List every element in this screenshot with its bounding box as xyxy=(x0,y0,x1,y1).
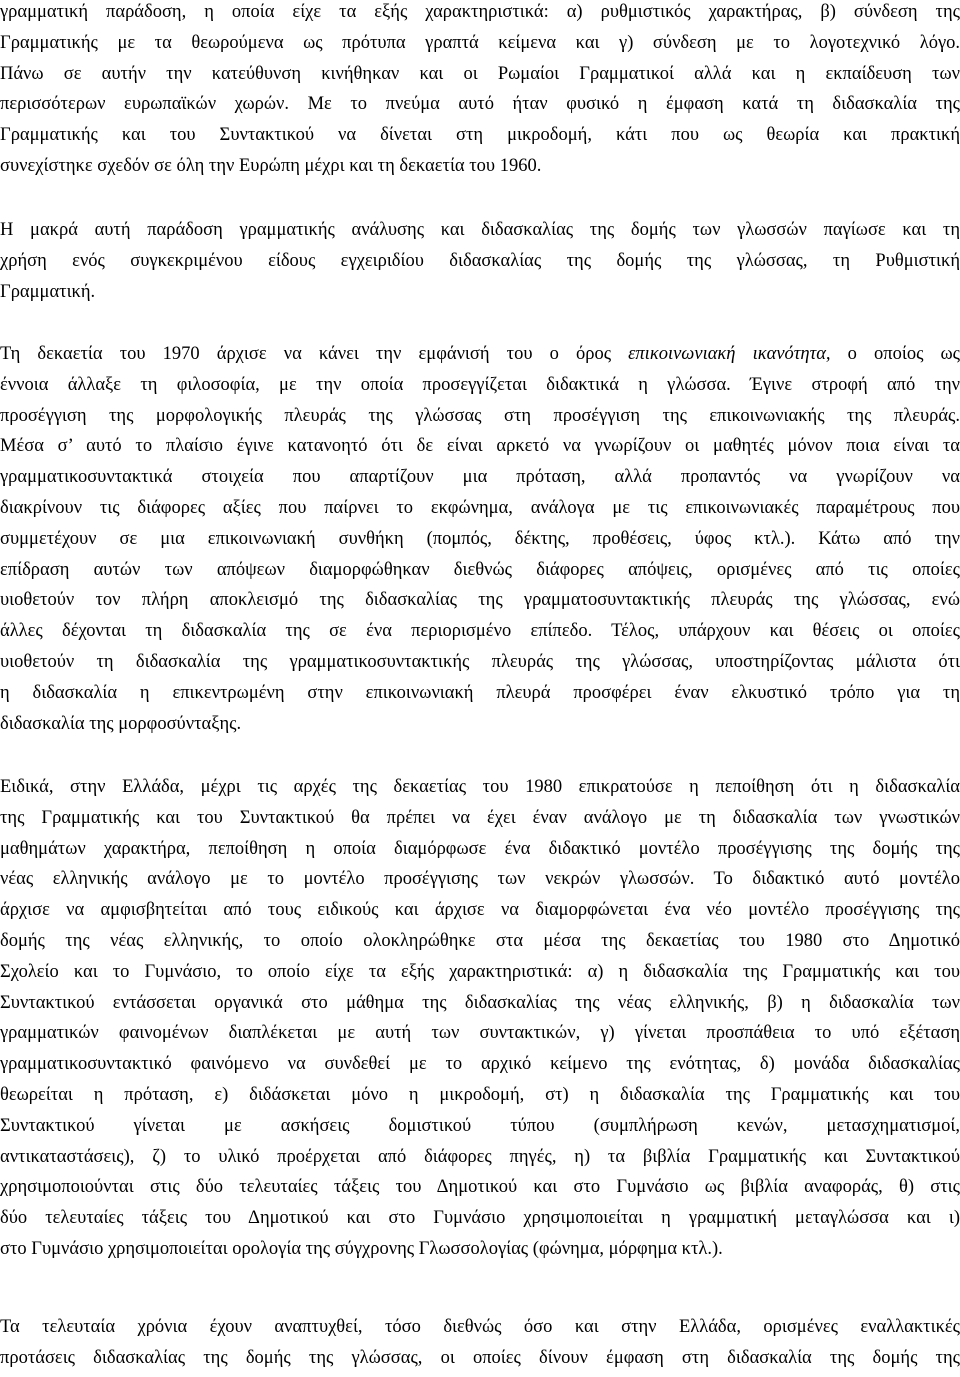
text-line: χρησιμοποιούνται στις δύο τελευταίες τάξεις του Δημοτικού και στο Γυμνάσιο ως βιβλία αναφοράς, θ) στις xyxy=(0,1177,960,1198)
text-line: της Γραμματικής και του Συντακτικού θα πρέπει να έχει έναν ανάλογο με τη διδασκαλία των γνωστικών xyxy=(0,807,960,828)
text-line: Γραμματική. xyxy=(0,281,96,302)
text-line: γραμματικών φαινομένων διαπλέκεται με αυτή των συντακτικών, γ) γίνεται προσπάθεια το υπό εξέταση xyxy=(0,1023,960,1044)
text-line: διδασκαλία της μορφοσύνταξης. xyxy=(0,713,242,734)
text-line: δομής της νέας ελληνικής, το οποίο ολοκληρώθηκε στα μέσα της δεκαετίας του 1980 στο Δημοτικό xyxy=(0,930,960,951)
text-line: μαθημάτων χαρακτήρα, πεποίθηση η οποία διαμόρφωσε ένα διδακτικό μοντέλο προσέγγισης της δομής της xyxy=(0,838,960,859)
text-line: γραμματική παράδοση, η οποία είχε τα εξής χαρακτηριστικά: α) ρυθμιστικός χαρακτήρας, β) σύνδεση της xyxy=(0,2,960,22)
text-line: συμμετέχουν σε μια επικοινωνιακή συνθήκη (πομπός, δέκτης, προθέσεις, ύφος κτλ.). Κάτω από την xyxy=(0,528,960,549)
paragraph-5 xyxy=(0,1312,960,1374)
text-line: Γραμματικής και του Συντακτικού να δίνεται στη μικροδομή, κάτι που ως θεωρία και πρακτική xyxy=(0,125,960,146)
text-line: διακρίνουν τις διάφορες αξίες που παίρνει το εκφώνημα, ανάλογα με τις επικοινωνιακές παραμέτρους που xyxy=(0,497,960,518)
text-line: γραμματικοσυντακτικό φαινόμενο να συνδεθεί με το αρχικό κείμενο της ενότητας, δ) μονάδα διδασκαλίας xyxy=(0,1054,960,1075)
text-line: Η μακρά αυτή παράδοση γραμματικής ανάλυσης και διδασκαλίας της δομής των γλωσσών παγίωσε και τη xyxy=(0,220,960,240)
text-line: Συντακτικού γίνεται με ασκήσεις δομιστικού τύπου (συμπλήρωση κενών, μετασχηματισμοί, xyxy=(0,1115,960,1136)
paragraph-4 xyxy=(0,772,960,1265)
text-segment: Τη δεκαετία του 1970 άρχισε να κάνει την εμφάνισή του ο όρος xyxy=(0,344,629,364)
text-line: στο Γυμνάσιο χρησιμοποιείται ορολογία της σύγχρονης Γλωσσολογίας (φώνημα, μόρφημα κτλ.). xyxy=(0,1238,723,1259)
text-line: Γραμματικής με τα θεωρούμενα ως πρότυπα γραπτά κείμενα και γ) σύνδεση με το λογοτεχνικό λόγο. xyxy=(0,32,960,53)
text-line: περισσότερων ευρωπαϊκών χωρών. Με το πνεύμα αυτό ήταν φυσικό η έμφαση κατά τη διδασκαλία της xyxy=(0,94,960,115)
text-line: γραμματικοσυντακτικά στοιχεία που απαρτίζουν μια πρόταση, αλλά προπαντός να γνωρίζουν να xyxy=(0,467,960,488)
text-line: δύο τελευταίες τάξεις του Δημοτικού και στο Γυμνάσιο χρησιμοποιείται η γραμματική μεταγλώσσα και ι) xyxy=(0,1208,960,1229)
text-line: υιοθετούν τον πλήρη αποκλεισμό της διδασκαλίας της γραμματοσυντακτικής πλευράς της γλώσσας, ενώ xyxy=(0,590,960,611)
text-line: προτάσεις διδασκαλίας της δομής της γλώσσας, οι οποίες δίνουν έμφαση στη διδασκαλία της δομής της xyxy=(0,1347,960,1368)
text-line: επίδραση αυτών των απόψεων διαμορφώθηκαν διεθνώς διάφορες απόψεις, ορισμένες από τις οποίες xyxy=(0,559,960,580)
text-line: προσέγγιση της μορφολογικής πλευράς της γλώσσας στη προσέγγιση της επικοινωνιακής της πλευράς. xyxy=(0,405,960,426)
text-line: Πάνω σε αυτήν την κατεύθυνση κινήθηκαν και οι Ρωμαίοι Γραμματικοί αλλά και η εκπαίδευση των xyxy=(0,63,960,84)
text-line: άλλες δέχονται τη διδασκαλία της σε ένα περιορισμένο επίπεδο. Τέλος, υπάρχουν και θέσεις οι οποίες xyxy=(0,621,960,642)
paragraph-3 xyxy=(0,339,960,739)
text-line: Σχολείο και το Γυμνάσιο, το οποίο είχε τα εξής χαρακτηριστικά: α) η διδασκαλία της Γραμματικής και του xyxy=(0,961,960,982)
text-line: Συντακτικού εντάσσεται οργανικά στο μάθημα της διδασκαλίας της νέας ελληνικής, β) η διδασκαλία των xyxy=(0,992,960,1013)
text-segment: ο οποίος ως xyxy=(830,344,960,364)
italic-term: επικοινωνιακή ικανότητα, xyxy=(628,344,831,364)
text-line: χρήση ενός συγκεκριμένου είδους εγχειριδίου διδασκαλίας της δομής της γλώσσας, τη Ρυθμιστική xyxy=(0,250,960,271)
paragraph-2 xyxy=(0,215,960,307)
text-line: έννοια άλλαξε τη φιλοσοφία, με την οποία προσεγγίζεται διδακτικά η γλώσσα. Έγινε στροφή από την xyxy=(0,374,960,395)
text-line: νέας ελληνικής ανάλογο με το μοντέλο προσέγγισης των νεκρών γλωσσών. Το διδακτικό αυτό μοντέλο xyxy=(0,869,960,890)
text-line: Μέσα σ’ αυτό το πλαίσιο έγινε κατανοητό ότι δε είναι αρκετό να γνωρίζουν οι μαθητές μόνον ποια είναι τα xyxy=(0,436,960,457)
paragraph-1 xyxy=(0,0,960,182)
text-line: Τα τελευταία χρόνια έχουν αναπτυχθεί, τόσο διεθνώς όσο και στην Ελλάδα, ορισμένες εναλλακτικές xyxy=(0,1317,960,1337)
text-line xyxy=(0,339,960,370)
text-line: Ειδικά, στην Ελλάδα, μέχρι τις αρχές της δεκαετίας του 1980 επικρατούσε η πεποίθηση ότι η διδασκαλία xyxy=(0,777,960,797)
text-line: θεωρείται η πρόταση, ε) διδάσκεται μόνο η μικροδομή, στ) η διδασκαλία της Γραμματικής και του xyxy=(0,1084,960,1105)
text-line: συνεχίστηκε σχεδόν σε όλη την Ευρώπη μέχρι και τη δεκαετία του 1960. xyxy=(0,155,542,176)
text-line: άρχισε να αμφισβητείται από τους ειδικούς και άρχισε να διαμορφώνεται ένα νέο μοντέλο προσέγγισης της xyxy=(0,900,960,921)
text-line: αντικαταστάσεις), ζ) το υλικό προέρχεται από διάφορες πηγές, η) τα βιβλία Γραμματικής και Συντακτικού xyxy=(0,1146,960,1167)
text-line: υιοθετούν τη διδασκαλία της γραμματικοσυντακτικής πλευράς της γλώσσας, υποστηρίζοντας μάλιστα ότι xyxy=(0,651,960,672)
text-line: η διδασκαλία η επικεντρωμένη στην επικοινωνιακή πλευρά προσφέρει έναν ελκυστικό τρόπο για τη xyxy=(0,682,960,703)
